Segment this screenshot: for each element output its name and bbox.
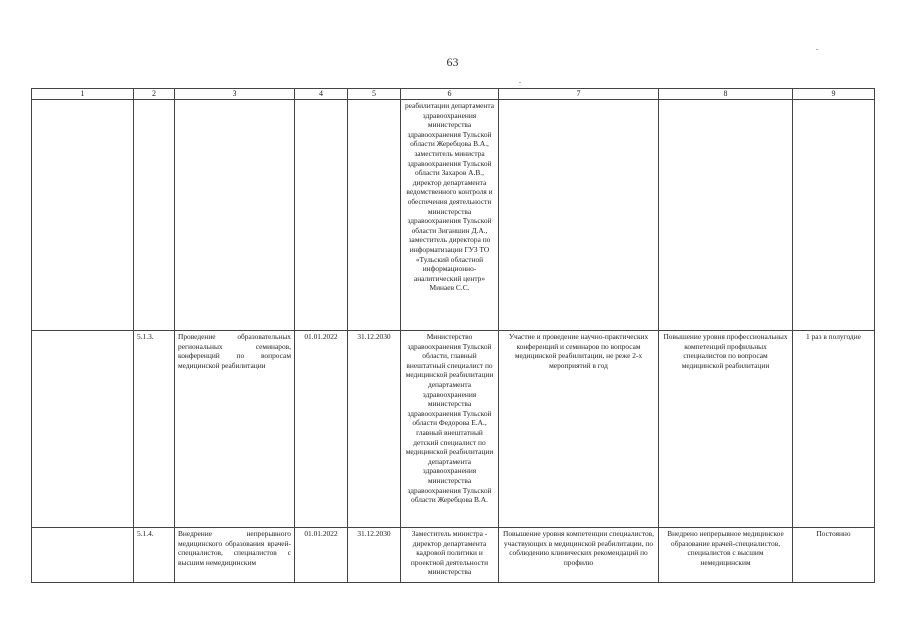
table-cell <box>134 100 175 331</box>
characteristic-cell <box>499 528 659 583</box>
column-header: 3 <box>175 89 295 100</box>
column-header: 9 <box>793 89 875 100</box>
responsible-text: Заместитель министра - директор департамента кадровой политики и проектной деятельности министерства <box>410 529 489 577</box>
result-cell <box>659 528 793 583</box>
table-cell <box>348 100 401 331</box>
table-cell <box>499 100 659 331</box>
frequency-cell: Постоянно <box>793 528 875 583</box>
column-header: 5 <box>348 89 401 100</box>
column-header: 4 <box>295 89 348 100</box>
start-date: 01.01.2022 <box>295 528 348 583</box>
responsible-cell: Министерство здравоохранения Тульской области, главный внештатный специалист по медицинской реабилитации департамента здравоохранения министерства здравоохранения Тульской области Федорова Е.А., главный внештатный детский специалист по медицинской реабилитации департамента здравоохранения министерства здравоохранения Тульской области Жеребцова В.А. <box>401 331 499 528</box>
characteristic-text: Повышение уровня компетенции специалистов, участвующих в медицинской реабилитации, по соблюдению клинических рекомендаций по профилю <box>503 529 654 567</box>
continuation-row <box>32 100 875 331</box>
column-header: 6 <box>401 89 499 100</box>
table-row <box>32 331 875 528</box>
page-number: 63 <box>446 55 459 69</box>
column-header: 7 <box>499 89 659 100</box>
table-cell <box>659 100 793 331</box>
end-date: 31.12.2030 <box>348 331 401 528</box>
measures-table <box>31 88 875 583</box>
frequency-cell: 1 раз в полугодие <box>793 331 875 528</box>
column-header: 8 <box>659 89 793 100</box>
table-cell <box>32 528 134 583</box>
characteristic-cell: Участие и проведение научно-практических конференций и семинаров по вопросам медицинской реабилитации, не реже 2-х мероприятий в год <box>499 331 659 528</box>
start-date: 01.01.2022 <box>295 331 348 528</box>
table-cell <box>295 100 348 331</box>
column-number-row <box>32 89 875 100</box>
end-date: 31.12.2030 <box>348 528 401 583</box>
table-cell <box>32 100 134 331</box>
responsible-cell <box>401 528 499 583</box>
column-header: 1 <box>32 89 134 100</box>
measure-name-text: Внедрение непрерывного медицинского образования врачей-специалистов, специалистов с высшим немедицинским <box>178 529 291 567</box>
column-header: 2 <box>134 89 175 100</box>
table-row <box>32 528 875 583</box>
scan-speck <box>519 82 521 83</box>
item-number: 5.1.3. <box>134 331 175 528</box>
item-number: 5.1.4. <box>134 528 175 583</box>
result-text: Внедрено непрерывное медицинское образование врачей-специалистов, специалистов с высшим немедицинским <box>667 529 784 567</box>
scan-speck <box>816 49 818 50</box>
responsible-cell: реабилитации департамента здравоохранения министерства здравоохранения Тульской области Жеребцова В.А., заместитель министра здравоохранения Тульской области Захаров А.В., директор департамента ведомственного контроля и обеспечения деятельности министерства здравоохранения Тульской области Зиганшин Д.А., заместитель директора по информатизации ГУЗ ТО «Тульский областной информационно-аналитический центр» Минаев С.С. <box>401 100 499 331</box>
measure-name: Проведение образовательных региональных семинаров, конференций по вопросам медицинской реабилитации <box>175 331 295 528</box>
table-cell <box>175 100 295 331</box>
result-cell: Повышение уровня профессиональных компетенций профильных специалистов по вопросам медицинской реабилитации <box>659 331 793 528</box>
table-cell <box>793 100 875 331</box>
measure-name <box>175 528 295 583</box>
table-cell <box>32 331 134 528</box>
